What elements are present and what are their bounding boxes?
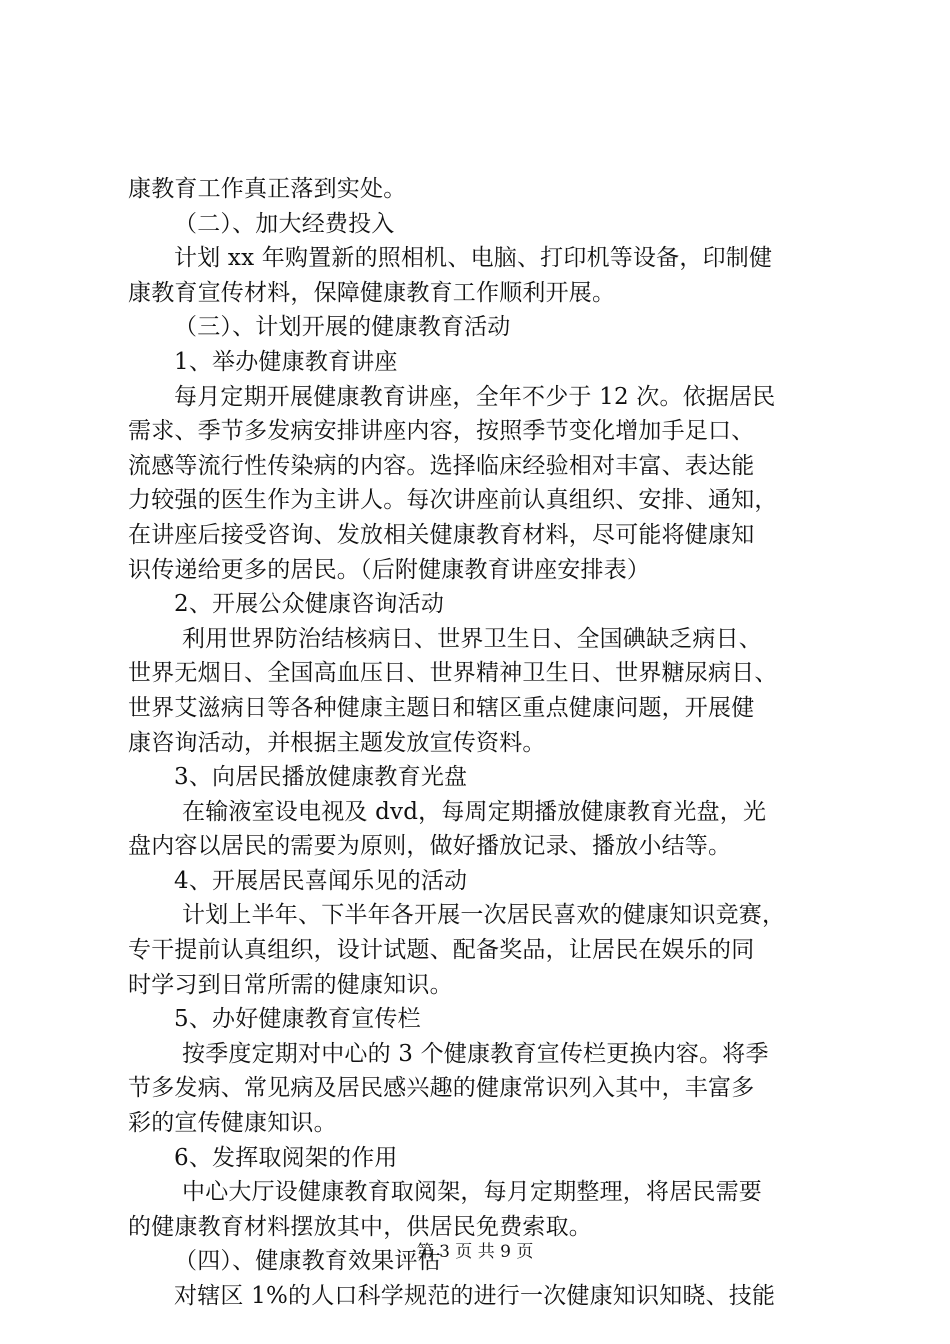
paragraph-line: 识传递给更多的居民。（后附健康教育讲座安排表） <box>128 556 651 583</box>
paragraph-line: 世界艾滋病日等各种健康主题日和辖区重点健康问题，开展健 <box>128 694 755 721</box>
paragraph-line: 康咨询活动，并根据主题发放宣传资料。 <box>128 729 546 756</box>
paragraph-line: 对辖区 1%的人口科学规范的进行一次健康知识知晓、技能 <box>174 1283 776 1309</box>
paragraph-line: 计划上半年、下半年各开展一次居民喜欢的健康知识竞赛， <box>182 902 786 929</box>
paragraph-line: 专干提前认真组织，设计试题、配备奖品，让居民在娱乐的同 <box>128 937 755 964</box>
paragraph-line: 彩的宣传健康知识。 <box>128 1110 337 1137</box>
section-heading: （二）、加大经费投入 <box>174 210 395 237</box>
subsection-heading: 3、向居民播放健康教育光盘 <box>174 764 468 791</box>
subsection-heading: 5、办好健康教育宣传栏 <box>174 1006 421 1033</box>
subsection-heading: 4、开展居民喜闻乐见的活动 <box>174 867 468 894</box>
section-heading: （四）、健康教育效果评估 <box>174 1248 441 1275</box>
paragraph-line: 节多发病、常见病及居民感兴趣的健康常识列入其中，丰富多 <box>128 1075 755 1102</box>
paragraph-line: 的健康教育材料摆放其中，供居民免费索取。 <box>128 1213 592 1240</box>
paragraph-line: 利用世界防治结核病日、世界卫生日、全国碘缺乏病日、 <box>182 625 762 652</box>
paragraph-line: 需求、季节多发病安排讲座内容，按照季节变化增加手足口、 <box>128 418 755 445</box>
paragraph-line: 世界无烟日、全国高血压日、世界精神卫生日、世界糖尿病日、 <box>128 660 778 687</box>
paragraph-line: 时学习到日常所需的健康知识。 <box>128 971 453 998</box>
paragraph-line: 流感等流行性传染病的内容。选择临床经验相对丰富、表达能 <box>128 452 755 479</box>
paragraph-line: 盘内容以居民的需要为原则，做好播放记录、播放小结等。 <box>128 833 732 860</box>
paragraph-line: 力较强的医生作为主讲人。每次讲座前认真组织、安排、通知， <box>128 487 778 514</box>
section-heading: （三）、计划开展的健康教育活动 <box>174 314 511 341</box>
page-number-footer: 第 3 页 共 9 页 <box>416 1242 534 1262</box>
paragraph-line: 计划 xx 年购置新的照相机、电脑、打印机等设备，印制健 <box>174 245 773 272</box>
subsection-heading: 6、发挥取阅架的作用 <box>174 1144 398 1171</box>
subsection-heading: 2、开展公众健康咨询活动 <box>174 591 445 618</box>
paragraph-line: 康教育工作真正落到实处。 <box>128 176 407 202</box>
paragraph-line: 按季度定期对中心的 3 个健康教育宣传栏更换内容。将季 <box>182 1040 769 1067</box>
paragraph-line: 中心大厅设健康教育取阅架，每月定期整理，将居民需要 <box>182 1179 762 1206</box>
paragraph-line: 康教育宣传材料，保障健康教育工作顺利开展。 <box>128 279 616 306</box>
document-body <box>128 172 828 1314</box>
subsection-heading: 1、举办健康教育讲座 <box>174 348 398 375</box>
paragraph-line: 在输液室设电视及 dvd，每周定期播放健康教育光盘，光 <box>182 798 767 825</box>
paragraph-line: 每月定期开展健康教育讲座，全年不少于 12 次。依据居民 <box>174 383 776 410</box>
paragraph-line: 在讲座后接受咨询、发放相关健康教育材料，尽可能将健康知 <box>128 521 755 548</box>
